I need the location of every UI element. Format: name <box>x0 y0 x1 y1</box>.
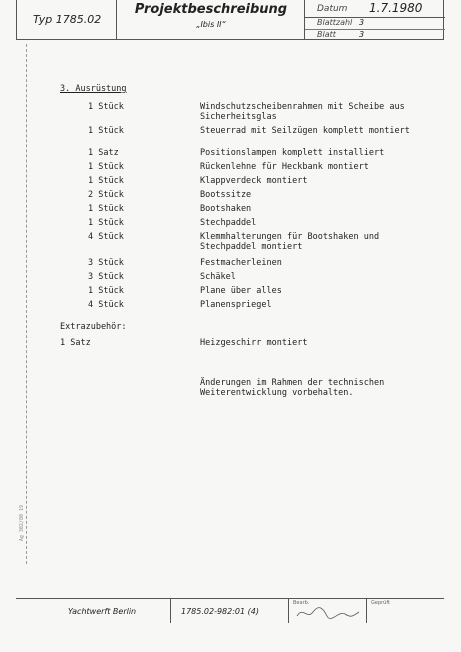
item-description: Planenspriegel <box>200 300 272 310</box>
signature-icon <box>293 604 363 622</box>
extra-qty: 1 Satz <box>60 338 91 348</box>
item-quantity: 1 Satz <box>88 148 119 158</box>
item-description: Positionslampen komplett installiert <box>200 148 385 158</box>
datum-value: 1.7.1980 <box>369 1 423 15</box>
item-description: Festmacherleinen <box>200 258 282 268</box>
header-title-cell <box>117 0 305 40</box>
footer-company-cell <box>16 599 171 623</box>
item-quantity: 4 Stück <box>88 300 124 310</box>
item-quantity: 1 Stück <box>88 162 124 172</box>
footer-gepr-cell <box>367 599 444 623</box>
item-description: Windschutzscheibenrahmen mit Scheibe aus Sicherheitsglas <box>200 102 405 122</box>
bearb-label: Bearb. <box>293 600 310 606</box>
extra-desc: Heizgeschirr montiert <box>200 338 308 348</box>
item-description: Klappverdeck montiert <box>200 176 308 186</box>
item-description: Steuerrad mit Seilzügen komplett montiert <box>200 126 410 136</box>
item-quantity: 3 Stück <box>88 258 124 268</box>
datum-label: Datum <box>317 4 348 14</box>
item-description: Bootshaken <box>200 204 252 214</box>
blatt-label: Blatt <box>317 30 336 39</box>
blatt-row <box>305 29 445 40</box>
section-heading: 3. Ausrüstung <box>60 84 127 94</box>
item-quantity: 3 Stück <box>88 272 124 282</box>
footer-docnumber-cell <box>171 599 289 623</box>
item-quantity: 1 Stück <box>88 286 124 296</box>
blatt-value: 3 <box>359 30 365 39</box>
gepr-label: Geprüft <box>371 600 390 606</box>
item-description: Plane über alles <box>200 286 282 296</box>
margin-note: Ag 302/80 19 <box>19 505 25 542</box>
item-quantity: 1 Stück <box>88 218 124 228</box>
company-name: Yachtwerft Berlin <box>68 607 137 616</box>
document-subtitle: „Ibis II“ <box>196 20 226 29</box>
blattzahl-label: Blattzahl <box>317 18 353 27</box>
item-quantity: 1 Stück <box>88 126 124 136</box>
footer-table <box>16 598 444 622</box>
item-quantity: 1 Stück <box>88 176 124 186</box>
document-number: 1785.02-982:01 (4) <box>181 607 259 616</box>
margin-dashed-line <box>26 44 28 564</box>
item-description: Klemmhalterungen für Bootshaken und Stechpaddel montiert <box>200 232 380 252</box>
footer-bearb-cell <box>289 599 367 623</box>
item-description: Schäkel <box>200 272 236 282</box>
blattzahl-value: 3 <box>359 18 365 27</box>
item-quantity: 1 Stück <box>88 102 124 112</box>
header-meta-cell <box>305 0 445 40</box>
item-description: Bootssitze <box>200 190 252 200</box>
item-quantity: 2 Stück <box>88 190 124 200</box>
item-description: Rückenlehne für Heckbank montiert <box>200 162 369 172</box>
document-title: Projektbeschreibung <box>134 2 288 17</box>
datum-row <box>305 0 445 18</box>
type-number: Typ 1785.02 <box>33 13 102 26</box>
header-type-cell <box>17 0 117 40</box>
item-quantity: 1 Stück <box>88 204 124 214</box>
disclaimer-note: Änderungen im Rahmen der technischen Weiterentwicklung vorbehalten. <box>200 378 385 398</box>
header-table <box>16 0 444 40</box>
item-description: Stechpaddel <box>200 218 257 228</box>
item-quantity: 4 Stück <box>88 232 124 242</box>
extra-heading: Extrazubehör: <box>60 322 127 332</box>
